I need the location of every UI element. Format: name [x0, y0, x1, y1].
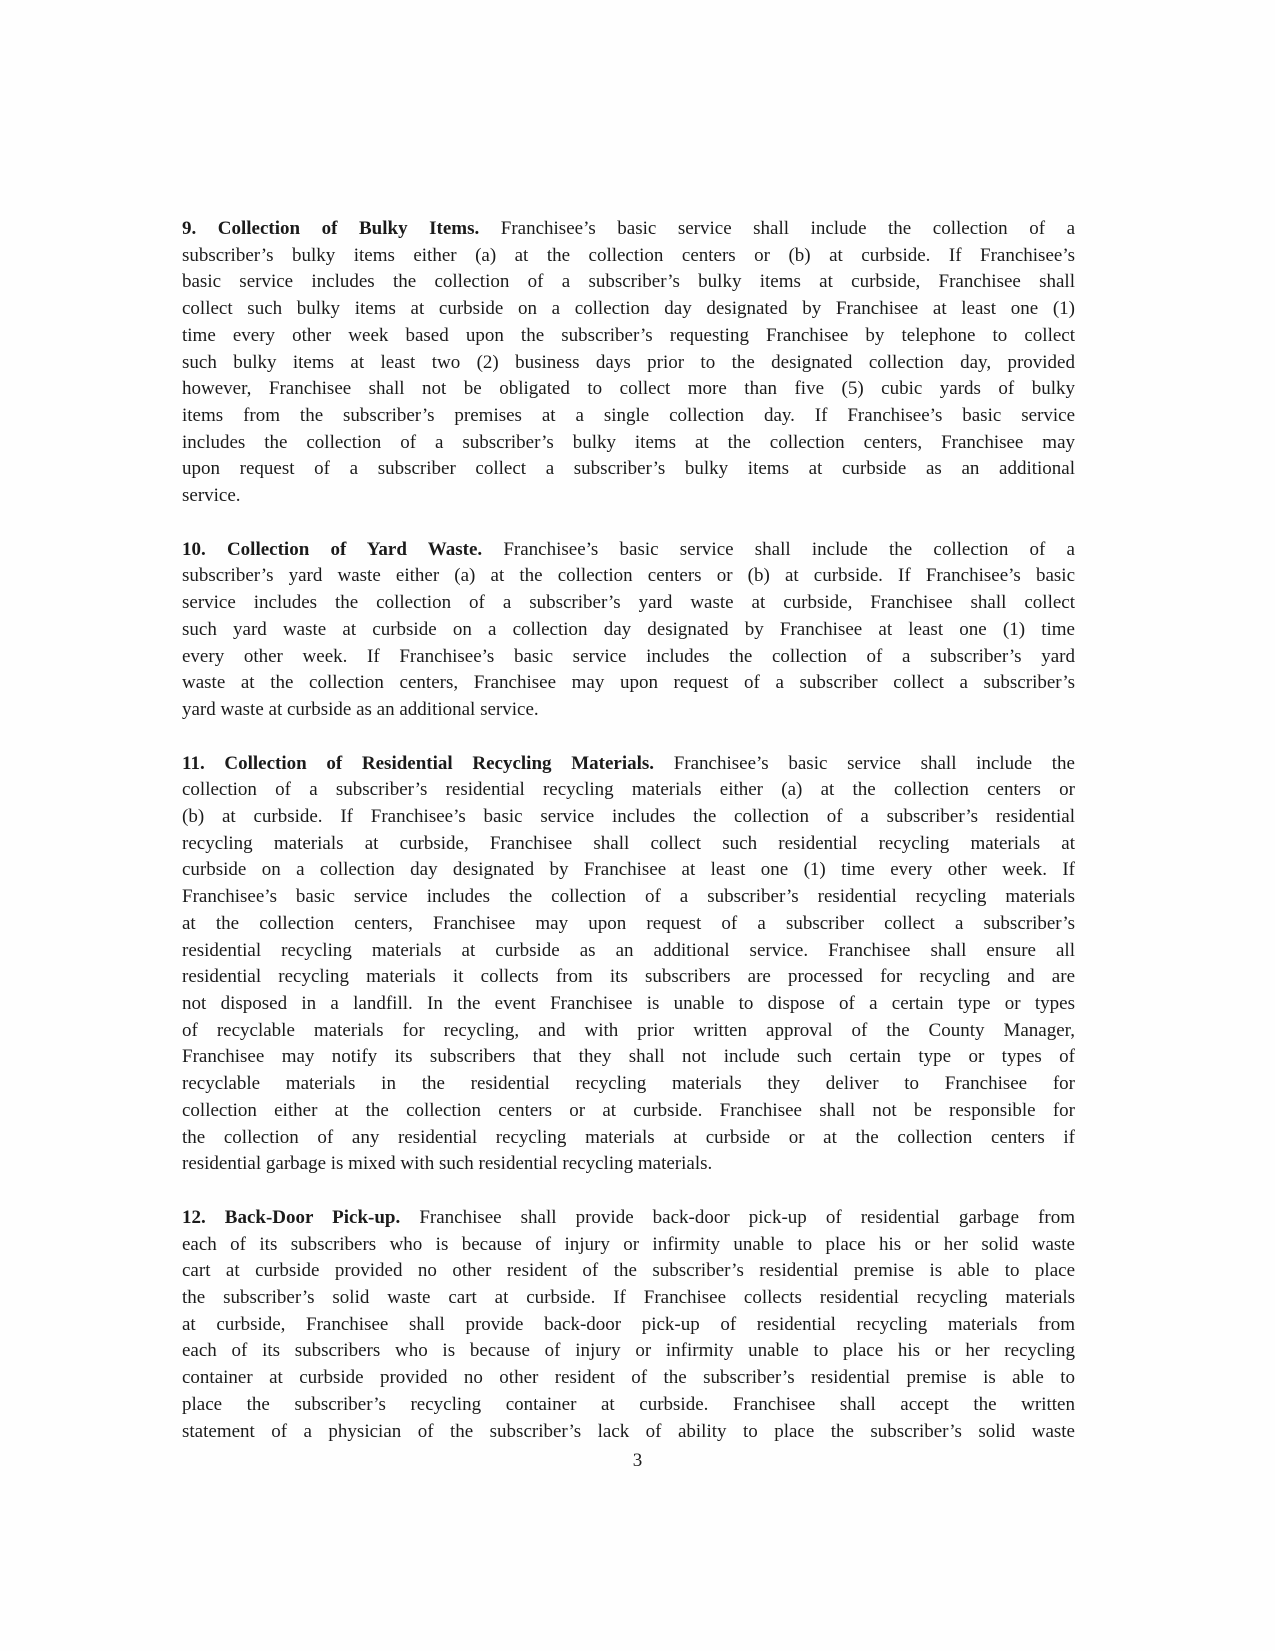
text-line: such yard waste at curbside on a collection day designated by Franchisee at least one (1) time — [182, 618, 1075, 640]
text-line: of recyclable materials for recycling, and with prior written approval of the County Manager, — [182, 1019, 1075, 1041]
text-line: statement of a physician of the subscriber’s lack of ability to place the subscriber’s solid waste — [182, 1420, 1075, 1442]
text-line: Franchisee may notify its subscribers that they shall not include such certain type or types of — [182, 1046, 1075, 1068]
text-line: recyclable materials in the residential recycling materials they deliver to Franchisee for — [182, 1073, 1075, 1095]
text-line: upon request of a subscriber collect a subscriber’s bulky items at curbside as an additional — [182, 458, 1075, 480]
text-line: cart at curbside provided no other resident of the subscriber’s residential premise is able to place — [182, 1260, 1075, 1282]
text-line: the collection of any residential recycling materials at curbside or at the collection centers if — [182, 1126, 1075, 1148]
text-line: Franchisee’s basic service includes the collection of a subscriber’s residential recycling materials — [182, 886, 1075, 908]
text-line: 11. Collection of Residential Recycling Materials. Franchisee’s basic service shall include the — [182, 752, 1075, 774]
text-line: not disposed in a landfill. In the event Franchisee is unable to dispose of a certain type or types — [182, 992, 1075, 1014]
text-line: yard waste at curbside as an additional service. — [182, 698, 539, 720]
text-line: time every other week based upon the subscriber’s requesting Franchisee by telephone to collect — [182, 324, 1075, 346]
text-line: items from the subscriber’s premises at a single collection day. If Franchisee’s basic service — [182, 404, 1075, 426]
text-line: residential recycling materials it collects from its subscribers are processed for recycling and are — [182, 966, 1075, 988]
text-line: residential recycling materials at curbside as an additional service. Franchisee shall ensure all — [182, 939, 1075, 961]
text-line: 12. Back-Door Pick-up. Franchisee shall provide back-door pick-up of residential garbage from — [182, 1206, 1075, 1228]
section-paragraph — [182, 751, 1075, 1178]
section-paragraph — [182, 1205, 1075, 1445]
text-line: each of its subscribers who is because of injury or infirmity unable to place his or her solid waste — [182, 1233, 1075, 1255]
text-line: collect such bulky items at curbside on a collection day designated by Franchisee at least one (1) — [182, 298, 1075, 320]
page-content — [182, 216, 1075, 1472]
page-number: 3 — [632, 1450, 643, 1471]
text-line: at the collection centers, Franchisee may upon request of a subscriber collect a subscriber’s — [182, 912, 1075, 934]
text-line: collection either at the collection centers or at curbside. Franchisee shall not be responsible for — [182, 1099, 1075, 1121]
text-line: recycling materials at curbside, Franchisee shall collect such residential recycling materials at — [182, 832, 1075, 854]
section-heading: 9. Collection of Bulky Items. — [182, 218, 480, 239]
text-line: each of its subscribers who is because of injury or infirmity unable to place his or her recycling — [182, 1340, 1075, 1362]
text-line: subscriber’s yard waste either (a) at the collection centers or (b) at curbside. If Franchisee’s basic — [182, 565, 1075, 587]
text-line: container at curbside provided no other resident of the subscriber’s residential premise is able to — [182, 1367, 1075, 1389]
text-line: subscriber’s bulky items either (a) at the collection centers or (b) at curbside. If Franchisee’s — [182, 244, 1075, 266]
text-line: (b) at curbside. If Franchisee’s basic service includes the collection of a subscriber’s residential — [182, 806, 1075, 828]
text-line: residential garbage is mixed with such residential recycling materials. — [182, 1153, 713, 1175]
text-line: however, Franchisee shall not be obligated to collect more than five (5) cubic yards of bulky — [182, 378, 1075, 400]
section-paragraph — [182, 216, 1075, 510]
page-footer — [0, 1448, 1275, 1475]
text-line: curbside on a collection day designated by Franchisee at least one (1) time every other week. If — [182, 859, 1075, 881]
text-line: 10. Collection of Yard Waste. Franchisee’s basic service shall include the collection of a — [182, 538, 1075, 560]
section-heading: 11. Collection of Residential Recycling Materials. — [182, 752, 655, 774]
text-line: at curbside, Franchisee shall provide back-door pick-up of residential recycling materials from — [182, 1313, 1075, 1335]
text-line: the subscriber’s solid waste cart at curbside. If Franchisee collects residential recycling materials — [182, 1287, 1075, 1309]
text-line: basic service includes the collection of a subscriber’s bulky items at curbside, Franchisee shall — [182, 271, 1075, 293]
section-heading: 10. Collection of Yard Waste. — [182, 538, 483, 560]
text-line: service. — [182, 485, 241, 507]
text-line: service includes the collection of a subscriber’s yard waste at curbside, Franchisee shall collect — [182, 592, 1075, 614]
text-line: includes the collection of a subscriber’s bulky items at the collection centers, Franchisee may — [182, 431, 1075, 453]
section-heading: 12. Back-Door Pick-up. — [182, 1206, 401, 1228]
text-line: place the subscriber’s recycling container at curbside. Franchisee shall accept the written — [182, 1393, 1075, 1415]
text-line: such bulky items at least two (2) business days prior to the designated collection day, provided — [182, 351, 1075, 373]
text-line: 9. Collection of Bulky Items. Franchisee’s basic service shall include the collection of a — [182, 218, 1075, 239]
text-line: waste at the collection centers, Franchisee may upon request of a subscriber collect a subscriber’s — [182, 672, 1075, 694]
text-line: every other week. If Franchisee’s basic service includes the collection of a subscriber’s yard — [182, 645, 1075, 667]
section-paragraph — [182, 537, 1075, 724]
text-line: collection of a subscriber’s residential recycling materials either (a) at the collection centers or — [182, 779, 1075, 801]
